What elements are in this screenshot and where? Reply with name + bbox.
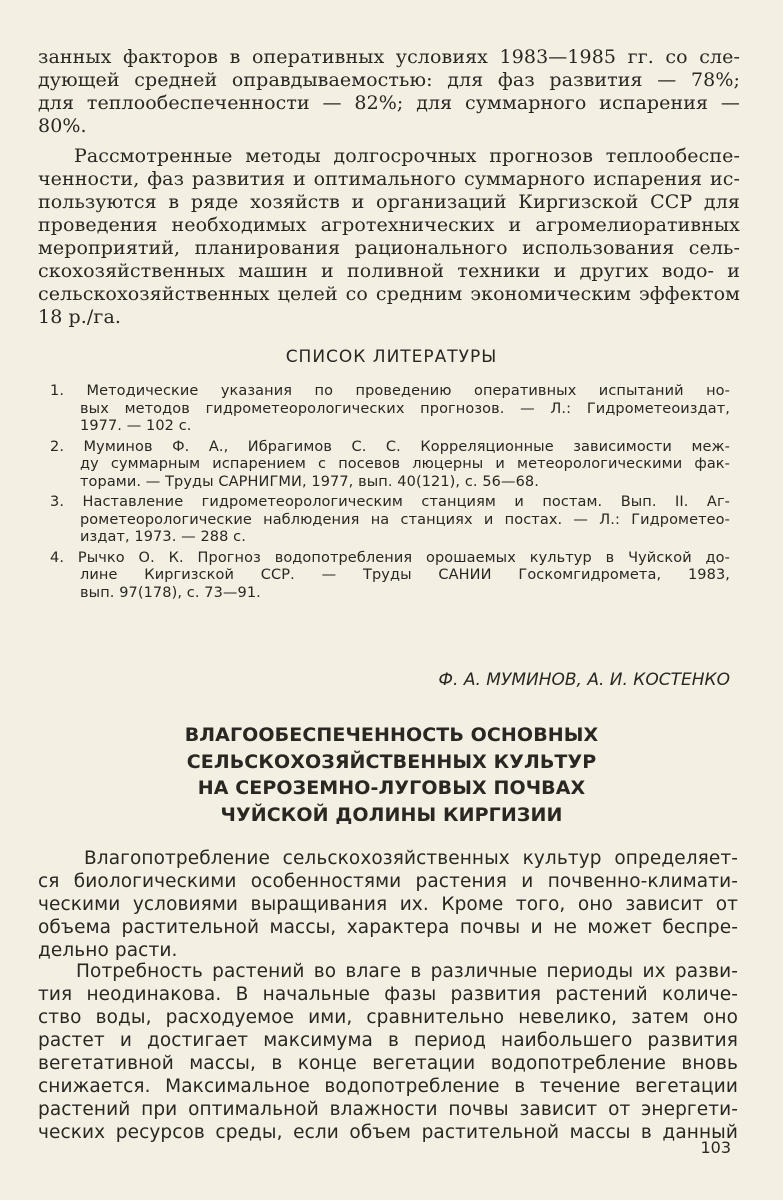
text-line: занных факторов в оперативных условиях 1983—1985 гг. со сле- (38, 46, 740, 68)
body-paragraph (38, 847, 738, 962)
reference-item (50, 383, 730, 436)
text-line: мероприятий, планирования рационального использования сель- (38, 237, 740, 259)
text-line: скохозяйственных машин и поливной техники и других водо- и (38, 260, 740, 282)
text-line: ство воды, расходуемое ими, сравнительно невелико, затем оно (38, 1007, 738, 1028)
article-title (0, 722, 783, 828)
text-line: сельскохозяйственных целей со средним экономическим эффектом (38, 283, 740, 305)
text-line: снижается. Максимальное водопотребление в течение вегетации (38, 1076, 738, 1097)
text-line: Потребность растений во влаге в различные периоды их разви- (76, 961, 738, 982)
references-heading: СПИСОК ЛИТЕРАТУРЫ (285, 347, 498, 367)
reference-line: торами. — Труды САРНИГМИ, 1977, вып. 40(121), с. 56—68. (80, 473, 539, 490)
reference-line: 3. Наставление гидрометеорологическим станциям и постам. Вып. II. Аг- (50, 494, 730, 510)
text-line: объема растительной массы, характера почвы и не может беспре- (38, 917, 738, 938)
text-line: для теплообеспеченности — 82%; для суммарного испарения — (38, 92, 740, 114)
title-line: СЕЛЬСКОХОЗЯЙСТВЕННЫХ КУЛЬТУР (186, 750, 597, 773)
text-line: Влагопотребление сельскохозяйственных культур определяет- (84, 848, 738, 869)
reference-line: 1. Методические указания по проведению оперативных испытаний но- (50, 383, 730, 399)
page-number: 103 (700, 1138, 731, 1157)
reference-item (50, 494, 730, 547)
reference-line: вып. 97(178), с. 73—91. (80, 584, 261, 601)
reference-line: издат, 1973. — 288 с. (80, 529, 246, 545)
text-line: тия неодинакова. В начальные фазы развития растений количе- (38, 984, 738, 1005)
body-paragraph (38, 960, 738, 1144)
conclusion-paragraph (38, 145, 740, 329)
text-line: ся биологическими особенностями растения и почвенно-климати- (38, 871, 738, 892)
reference-line: 2. Муминов Ф. А., Ибрагимов С. С. Корреляционные зависимости меж- (50, 438, 730, 455)
reference-item (50, 550, 730, 603)
text-line: ческих ресурсов среды, если объем растительной массы в данный (38, 1122, 738, 1143)
text-line: пользуются в ряде хозяйств и организаций Киргизской ССР для (38, 191, 740, 213)
text-line: растений при оптимальной влажности почвы зависит от энергети- (38, 1099, 738, 1120)
reference-line: ду суммарным испарением с посевов люцерны и метеорологическими фак- (80, 456, 730, 472)
text-line: ченности, фаз развития и оптимального суммарного испарения ис- (38, 168, 740, 190)
reference-line: 4. Рычко О. К. Прогноз водопотребления орошаемых культур в Чуйской до- (50, 549, 730, 566)
references-list (50, 383, 730, 605)
text-line: вегетативной массы, в конце вегетации водопотребление вновь (38, 1053, 738, 1074)
reference-line: лине Киргизской ССР. — Труды САНИИ Госкомгидромета, 1983, (80, 567, 730, 583)
text-line: 18 р./га. (38, 306, 122, 328)
intro-paragraph (38, 46, 740, 138)
text-line: 80%. (38, 115, 87, 137)
article-authors: Ф. А. МУМИНОВ, А. И. КОСТЕНКО (438, 670, 730, 690)
text-line: дующей средней оправдываемостью: для фаз развития — 78%; (38, 69, 740, 91)
reference-line: вых методов гидрометеорологических прогнозов. — Л.: Гидрометеоиздат, (80, 400, 730, 417)
title-line: ЧУЙСКОЙ ДОЛИНЫ КИРГИЗИИ (220, 803, 563, 826)
reference-line: 1977. — 102 с. (80, 418, 192, 434)
reference-item (50, 439, 730, 492)
text-line: Рассмотренные методы долгосрочных прогнозов теплообеспе- (74, 145, 740, 167)
reference-line: рометеорологические наблюдения на станциях и постах. — Л.: Гидрометео- (80, 511, 730, 528)
text-line: ческими условиями выращивания их. Кроме того, оно зависит от (38, 894, 738, 915)
text-line: проведения необходимых агротехнических и агромелиоративных (38, 214, 740, 236)
title-line: НА СЕРОЗЕМНО-ЛУГОВЫХ ПОЧВАХ (197, 777, 586, 799)
text-line: растет и достигает максимума в период наибольшего развития (38, 1030, 738, 1051)
title-line: ВЛАГООБЕСПЕЧЕННОСТЬ ОСНОВНЫХ (184, 724, 599, 746)
text-line: дельно расти. (38, 940, 178, 961)
